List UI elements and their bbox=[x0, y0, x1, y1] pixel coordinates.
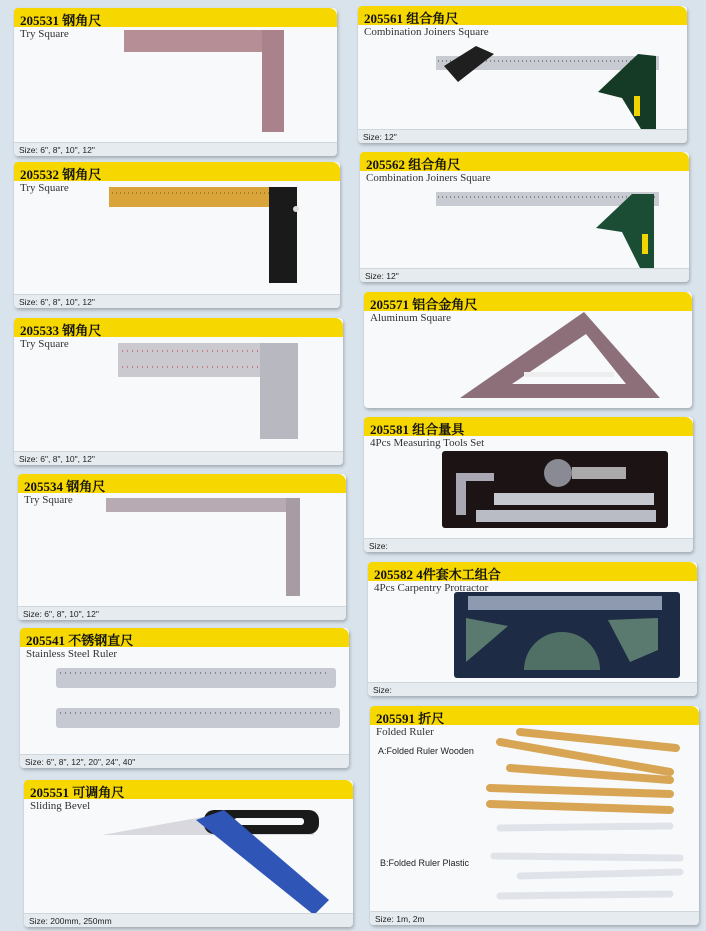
product-chinese-name: 钢角尺 bbox=[62, 167, 102, 182]
product-card-205582 bbox=[368, 562, 697, 696]
product-card-205534 bbox=[18, 474, 346, 620]
product-size: Size: 6", 8", 10", 12" bbox=[19, 454, 95, 464]
product-name: Try Square bbox=[20, 28, 69, 40]
product-code: 205534 bbox=[24, 479, 63, 494]
product-card-205581 bbox=[364, 417, 693, 552]
product-card-205551 bbox=[24, 780, 353, 927]
product-size: Size: 6", 8", 10", 12" bbox=[19, 145, 95, 155]
product-code: 205561 bbox=[364, 11, 403, 26]
product-size: Size: 6", 8", 10", 12" bbox=[23, 609, 99, 619]
product-size: Size: 12" bbox=[363, 132, 397, 142]
product-name: 4Pcs Carpentry Protractor bbox=[374, 582, 489, 594]
product-size: Size: bbox=[369, 541, 388, 551]
product-chinese-name: 铝合金角尺 bbox=[412, 297, 478, 312]
product-chinese-name: 不锈钢直尺 bbox=[68, 633, 134, 648]
product-name: Stainless Steel Ruler bbox=[26, 648, 118, 660]
product-card-205541 bbox=[20, 628, 349, 768]
product-size: Size: 6", 8", 12", 20", 24", 40" bbox=[25, 757, 136, 767]
product-chinese-name: 组合角尺 bbox=[406, 11, 459, 26]
product-chinese-name: 钢角尺 bbox=[62, 323, 102, 338]
product-card-205562 bbox=[360, 152, 689, 282]
product-name: Aluminum Square bbox=[370, 312, 451, 324]
folded-ruler-plastic-label: B:Folded Ruler Plastic bbox=[380, 858, 470, 868]
product-code: 205591 bbox=[376, 711, 415, 726]
product-name: Try Square bbox=[24, 494, 73, 506]
product-code: 205582 bbox=[374, 567, 413, 582]
product-card-205532 bbox=[14, 162, 340, 308]
folded-ruler-image bbox=[370, 706, 699, 925]
product-chinese-name: 可调角尺 bbox=[72, 785, 125, 800]
product-code: 205533 bbox=[20, 323, 59, 338]
product-card-205571 bbox=[364, 292, 692, 408]
product-name: 4Pcs Measuring Tools Set bbox=[370, 437, 485, 449]
product-chinese-name: 组合角尺 bbox=[408, 157, 461, 172]
product-code: 205581 bbox=[370, 422, 409, 437]
product-chinese-name: 组合量具 bbox=[412, 422, 465, 437]
folded-ruler-wooden-label: A:Folded Ruler Wooden bbox=[378, 746, 474, 756]
product-card-205561 bbox=[358, 6, 687, 143]
product-chinese-name: 4件套木工组合 bbox=[416, 567, 501, 582]
product-card-205531 bbox=[14, 8, 337, 156]
product-name: Combination Joiners Square bbox=[364, 26, 489, 38]
product-size: Size: 1m, 2m bbox=[375, 914, 425, 924]
product-name: Folded Ruler bbox=[376, 726, 434, 738]
product-size: Size: bbox=[373, 685, 392, 695]
product-chinese-name: 折尺 bbox=[418, 711, 445, 726]
product-chinese-name: 钢角尺 bbox=[62, 13, 102, 28]
product-name: Try Square bbox=[20, 338, 69, 350]
product-name: Combination Joiners Square bbox=[366, 172, 491, 184]
product-size: Size: 200mm, 250mm bbox=[29, 916, 112, 926]
product-card-205591 bbox=[370, 706, 699, 925]
product-code: 205551 bbox=[30, 785, 69, 800]
product-name: Try Square bbox=[20, 182, 69, 194]
product-code: 205532 bbox=[20, 167, 59, 182]
product-code: 205571 bbox=[370, 297, 409, 312]
product-code: 205562 bbox=[366, 157, 405, 172]
product-size: Size: 12" bbox=[365, 271, 399, 281]
product-card-205533 bbox=[14, 318, 343, 465]
product-code: 205531 bbox=[20, 13, 59, 28]
product-size: Size: 6", 8", 10", 12" bbox=[19, 297, 95, 307]
product-chinese-name: 钢角尺 bbox=[66, 479, 106, 494]
product-code: 205541 bbox=[26, 633, 65, 648]
product-name: Sliding Bevel bbox=[30, 800, 91, 812]
